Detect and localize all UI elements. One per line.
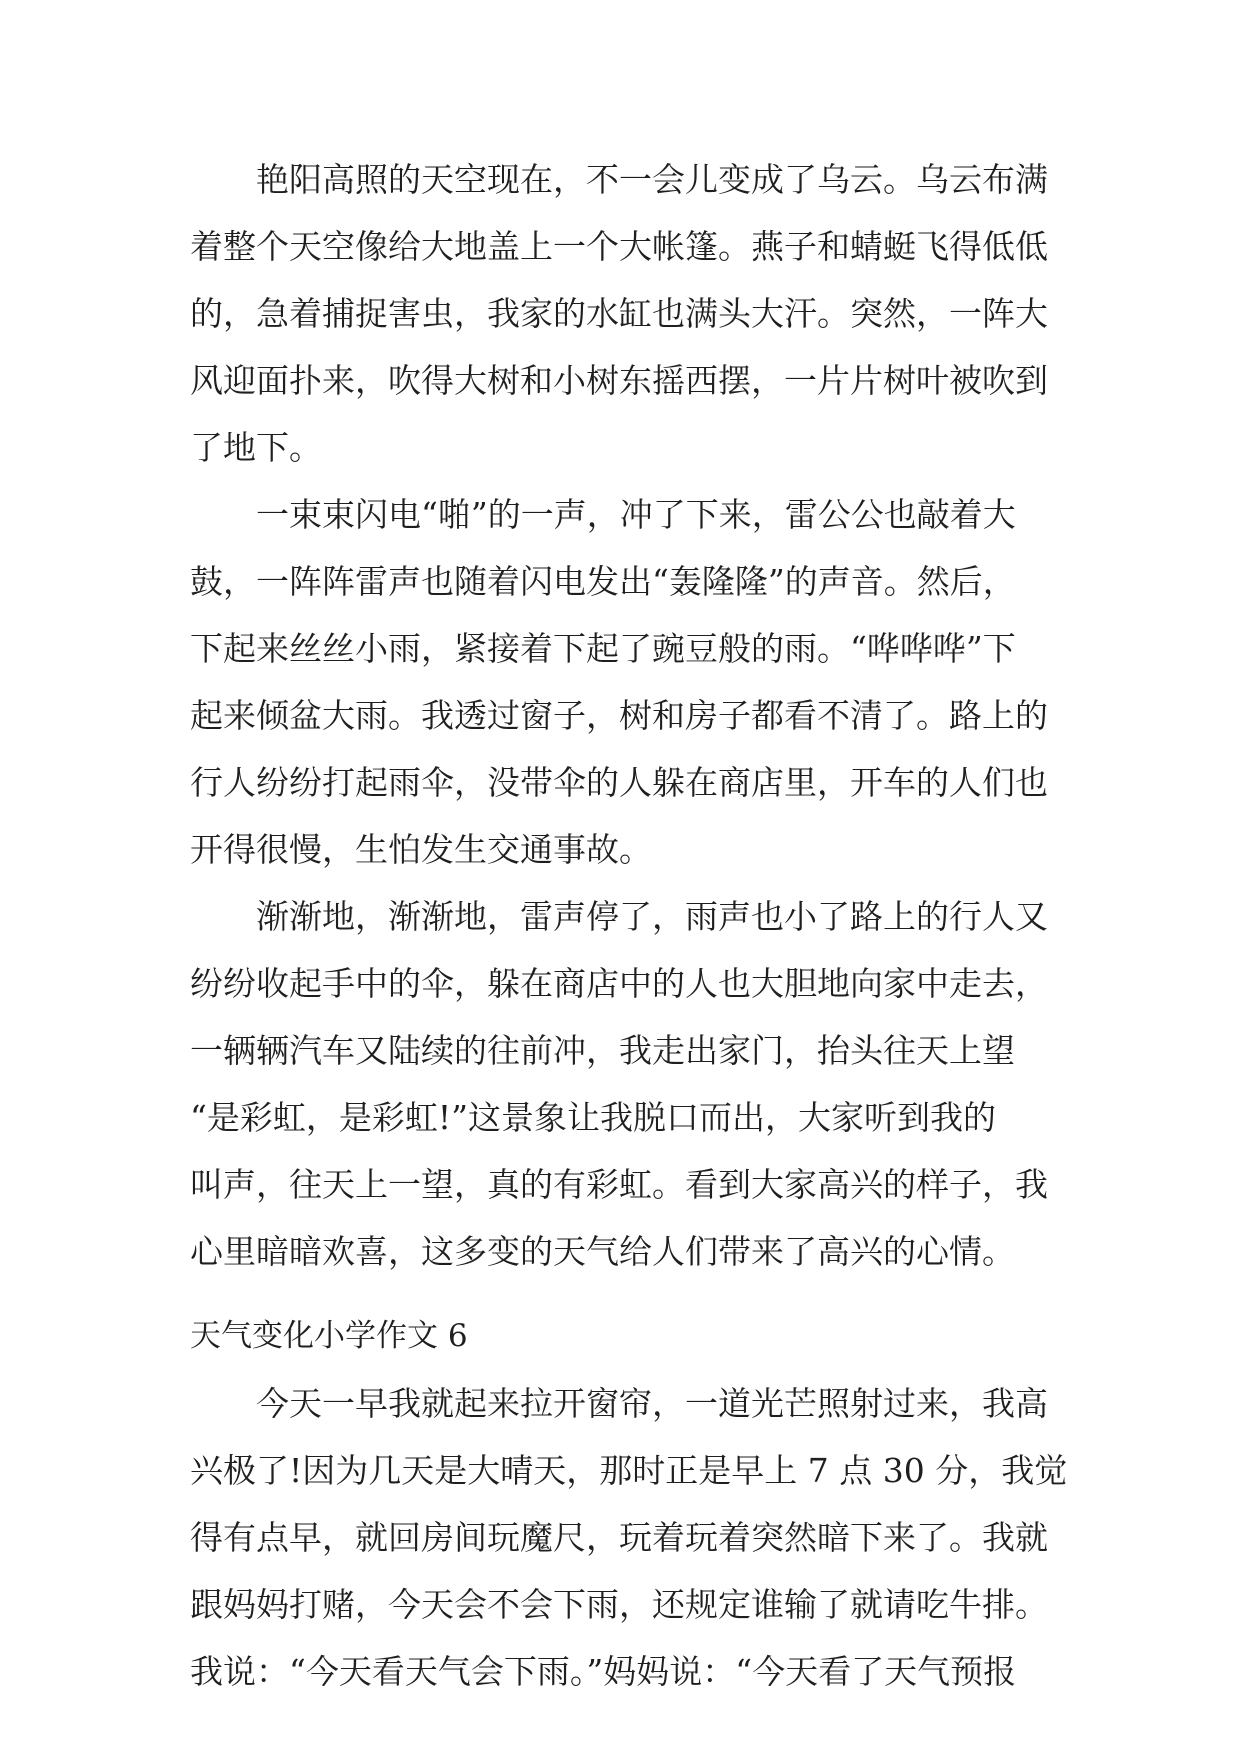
paragraph-3-line-2: 纷纷收起手中的伞，躲在商店中的人也大胆地向家中走去，	[190, 964, 1048, 1003]
section-heading: 天气变化小学作文 6	[190, 1318, 468, 1354]
paragraph-4-line-4: 跟妈妈打赌，今天会不会下雨，还规定谁输了就请吃牛排。	[190, 1585, 1048, 1624]
paragraph-1-line-2: 着整个天空像给大地盖上一个大帐篷。燕子和蜻蜓飞得低低	[190, 227, 1048, 266]
paragraph-2-line-6: 开得很慢，生怕发生交通事故。	[190, 830, 652, 869]
paragraph-1-line-5: 了地下。	[190, 428, 322, 467]
paragraph-2-line-1: 一束束闪电“啪”的一声，冲了下来，雷公公也敲着大	[256, 495, 1016, 534]
paragraph-3-line-3: 一辆辆汽车又陆续的往前冲，我走出家门，抬头往天上望	[190, 1031, 1015, 1070]
paragraph-4-line-5: 我说：“今天看天气会下雨。”妈妈说：“今天看了天气预报	[190, 1652, 1017, 1691]
paragraph-1-line-4: 风迎面扑来，吹得大树和小树东摇西摆，一片片树叶被吹到	[190, 361, 1048, 400]
paragraph-3-line-4: “是彩虹，是彩虹!”这景象让我脱口而出，大家听到我的	[190, 1098, 997, 1137]
paragraph-3-line-6: 心里暗暗欢喜，这多变的天气给人们带来了高兴的心情。	[190, 1232, 1015, 1271]
paragraph-2-line-2: 鼓，一阵阵雷声也随着闪电发出“轰隆隆”的声音。然后，	[190, 562, 1016, 601]
paragraph-1-line-1: 艳阳高照的天空现在，不一会儿变成了乌云。乌云布满	[256, 160, 1048, 199]
paragraph-2-line-3: 下起来丝丝小雨，紧接着下起了豌豆般的雨。“哗哗哗”下	[190, 629, 1016, 668]
paragraph-2-line-5: 行人纷纷打起雨伞，没带伞的人躲在商店里，开车的人们也	[190, 763, 1048, 802]
paragraph-4-line-1: 今天一早我就起来拉开窗帘，一道光芒照射过来，我高	[256, 1384, 1048, 1423]
paragraph-1-line-3: 的，急着捕捉害虫，我家的水缸也满头大汗。突然，一阵大	[190, 294, 1048, 333]
paragraph-3-line-1: 渐渐地，渐渐地，雷声停了，雨声也小了路上的行人又	[256, 897, 1048, 936]
paragraph-3-line-5: 叫声，往天上一望，真的有彩虹。看到大家高兴的样子，我	[190, 1165, 1048, 1204]
paragraph-2-line-4: 起来倾盆大雨。我透过窗子，树和房子都看不清了。路上的	[190, 696, 1048, 735]
paragraph-4-line-2: 兴极了!因为几天是大晴天，那时正是早上 7 点 30 分，我觉	[190, 1451, 1068, 1490]
paragraph-4-line-3: 得有点早，就回房间玩魔尺，玩着玩着突然暗下来了。我就	[190, 1518, 1048, 1557]
